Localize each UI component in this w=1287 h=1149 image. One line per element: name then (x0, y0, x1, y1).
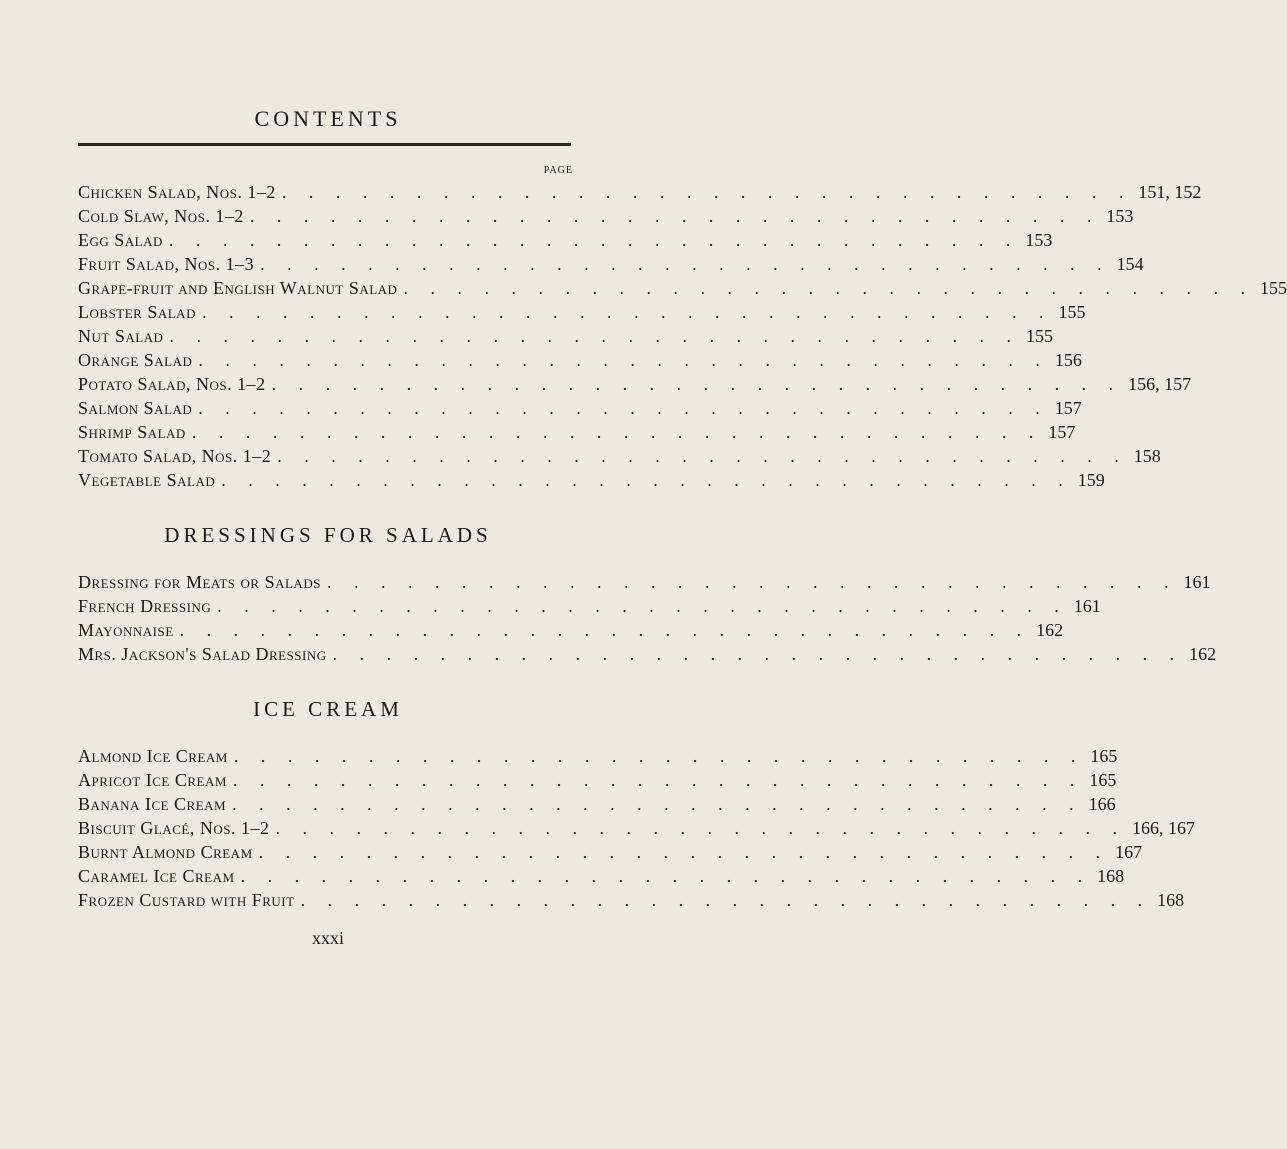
toc-entry (78, 768, 1117, 792)
toc-entry-title: Fruit Salad, Nos. 1–3 (78, 254, 255, 274)
toc-entry-pages: 162 (1189, 644, 1217, 664)
toc-entry-title: Egg Salad (78, 230, 163, 250)
dot-leader: . . . . . . . . . . . . . . . . . . . . . . . . . . . . . . . . (275, 818, 1126, 838)
dot-leader: . . . . . . . . . . . . . . . . . . . . . . . . . . . . . . . . (300, 890, 1152, 910)
toc-entry-pages: 155 (1259, 278, 1287, 298)
toc-entry-title: Nut Salad (78, 326, 164, 346)
dot-leader: . . . . . . . . . . . . . . . . . . . . . . . . . . . . . . . . (332, 644, 1184, 664)
toc-entry-title: Burnt Almond Cream (78, 842, 253, 862)
dot-leader: . . . . . . . . . . . . . . . . . . . . . . . . . . . . . . . . (232, 794, 1083, 814)
dot-leader: . . . . . . . . . . . . . . . . . . . . . . . . . . . . . . . . (277, 446, 1128, 466)
toc-entry (78, 300, 1086, 324)
dot-leader: . . . . . . . . . . . . . . . . . . . . . . . . . . . . . . . . (169, 326, 1020, 346)
toc-entry-title: Frozen Custard with Fruit (78, 890, 295, 910)
section-dressings (78, 570, 1217, 666)
toc-entry-pages: 166, 167 (1131, 818, 1195, 838)
dot-leader: . . . . . . . . . . . . . . . . . . . . . . . . . . . . . . . . (201, 302, 1053, 322)
toc-entry-title: Potato Salad, Nos. 1–2 (78, 374, 266, 394)
dot-leader: . . . . . . . . . . . . . . . . . . . . . . . . . . . . . . . . (221, 470, 1072, 490)
dot-leader: . . . . . . . . . . . . . . . . . . . . . . . . . . . . . . . . (260, 254, 1111, 274)
page-number: xxxi (311, 928, 344, 948)
toc-entry (78, 252, 1144, 276)
toc-entry (78, 570, 1211, 594)
dot-leader: . . . . . . . . . . . . . . . . . . . . . . . . . . . . . . . . (240, 866, 1092, 886)
toc-entry (78, 372, 1192, 396)
toc-entry-title: Shrimp Salad (78, 422, 186, 442)
toc-entry (78, 618, 1064, 642)
page-column-label: PAGE (543, 165, 573, 176)
toc-entry (78, 324, 1053, 348)
toc-entry (78, 642, 1217, 666)
toc-entry-title: Almond Ice Cream (78, 746, 228, 766)
toc-entry-title: Lobster Salad (78, 302, 196, 322)
toc-entry-title: Biscuit Glacé, Nos. 1–2 (78, 818, 270, 838)
dot-leader: . . . . . . . . . . . . . . . . . . . . . . . . . . . . . . . . (198, 350, 1049, 370)
toc-entry-title: Vegetable Salad (78, 470, 216, 490)
toc-entry (78, 744, 1118, 768)
toc-entry-pages: 157 (1048, 422, 1076, 442)
toc-entry (78, 888, 1185, 912)
dot-leader: . . . . . . . . . . . . . . . . . . . . . . . . . . . . . . . . (326, 572, 1178, 592)
dot-leader: . . . . . . . . . . . . . . . . . . . . . . . . . . . . . . . . (168, 230, 1020, 250)
toc-entry-pages: 154 (1116, 254, 1144, 274)
toc-entry (78, 594, 1101, 618)
toc-entry-title: Grape-fruit and English Walnut Salad (78, 278, 398, 298)
dot-leader: . . . . . . . . . . . . . . . . . . . . . . . . . . . . . . . . (232, 770, 1084, 790)
toc-entry-pages: 157 (1054, 398, 1082, 418)
dot-leader: . . . . . . . . . . . . . . . . . . . . . . . . . . . . . . . . (271, 374, 1123, 394)
toc-entry (78, 228, 1053, 252)
section-heading-dressings: DRESSINGS FOR SALADS (164, 523, 492, 547)
toc-entry (78, 276, 1287, 300)
toc-entry-pages: 162 (1036, 620, 1064, 640)
toc-entry-pages: 161 (1073, 596, 1101, 616)
toc-entry (78, 180, 1202, 204)
toc-entry-title: Mrs. Jackson's Salad Dressing (78, 644, 327, 664)
toc-entry (78, 840, 1143, 864)
toc-entry-title: French Dressing (78, 596, 212, 616)
toc-entry (78, 348, 1082, 372)
section-ice-cream (78, 744, 1195, 912)
toc-entry-title: Cold Slaw, Nos. 1–2 (78, 206, 244, 226)
toc-entry-title: Chicken Salad, Nos. 1–2 (78, 182, 276, 202)
toc-entry-pages: 165 (1090, 746, 1118, 766)
toc-entry-pages: 153 (1025, 230, 1053, 250)
toc-entry-title: Banana Ice Cream (78, 794, 227, 814)
toc-entry (78, 792, 1116, 816)
toc-entry-title: Salmon Salad (78, 398, 193, 418)
dot-leader: . . . . . . . . . . . . . . . . . . . . . . . . . . . . . . . . (249, 206, 1101, 226)
toc-entry-title: Tomato Salad, Nos. 1–2 (78, 446, 272, 466)
toc-entry (78, 396, 1082, 420)
toc-entry-pages: 151, 152 (1138, 182, 1202, 202)
dot-leader: . . . . . . . . . . . . . . . . . . . . . . . . . . . . . . . . (179, 620, 1031, 640)
toc-entry-title: Apricot Ice Cream (78, 770, 227, 790)
toc-entry-pages: 165 (1089, 770, 1117, 790)
toc-entry-title: Caramel Ice Cream (78, 866, 235, 886)
toc-entry-pages: 155 (1058, 302, 1086, 322)
dot-leader: . . . . . . . . . . . . . . . . . . . . . . . . . . . . . . . . (403, 278, 1254, 298)
dot-leader: . . . . . . . . . . . . . . . . . . . . . . . . . . . . . . . . (281, 182, 1133, 202)
dot-leader: . . . . . . . . . . . . . . . . . . . . . . . . . . . . . . . . (258, 842, 1110, 862)
toc-entry-pages: 153 (1106, 206, 1134, 226)
toc-entry-pages: 159 (1077, 470, 1105, 490)
toc-entry (78, 864, 1125, 888)
toc-entry (78, 420, 1076, 444)
section-salads (78, 180, 1287, 492)
toc-entry-pages: 158 (1133, 446, 1161, 466)
toc-entry-pages: 156, 157 (1128, 374, 1192, 394)
toc-entry-title: Mayonnaise (78, 620, 174, 640)
dot-leader: . . . . . . . . . . . . . . . . . . . . . . . . . . . . . . . . (191, 422, 1043, 442)
toc-entry-pages: 167 (1115, 842, 1143, 862)
toc-entry-pages: 156 (1054, 350, 1082, 370)
toc-entry (78, 444, 1161, 468)
toc-entry-pages: 161 (1183, 572, 1211, 592)
dot-leader: . . . . . . . . . . . . . . . . . . . . . . . . . . . . . . . . (217, 596, 1068, 616)
toc-entry-title: Orange Salad (78, 350, 193, 370)
toc-entry (78, 468, 1105, 492)
toc-entry-pages: 168 (1157, 890, 1185, 910)
toc-entry-title: Dressing for Meats or Salads (78, 572, 321, 592)
toc-entry-pages: 155 (1025, 326, 1053, 346)
dot-leader: . . . . . . . . . . . . . . . . . . . . . . . . . . . . . . . . (233, 746, 1085, 766)
toc-entry-pages: 166 (1088, 794, 1116, 814)
toc-entry (78, 204, 1134, 228)
dot-leader: . . . . . . . . . . . . . . . . . . . . . . . . . . . . . . . . (198, 398, 1049, 418)
title-rule (78, 143, 571, 146)
toc-entry (78, 816, 1195, 840)
toc-entry-pages: 168 (1097, 866, 1125, 886)
section-heading-ice-cream: ICE CREAM (253, 697, 403, 721)
page-title: CONTENTS (254, 106, 402, 131)
